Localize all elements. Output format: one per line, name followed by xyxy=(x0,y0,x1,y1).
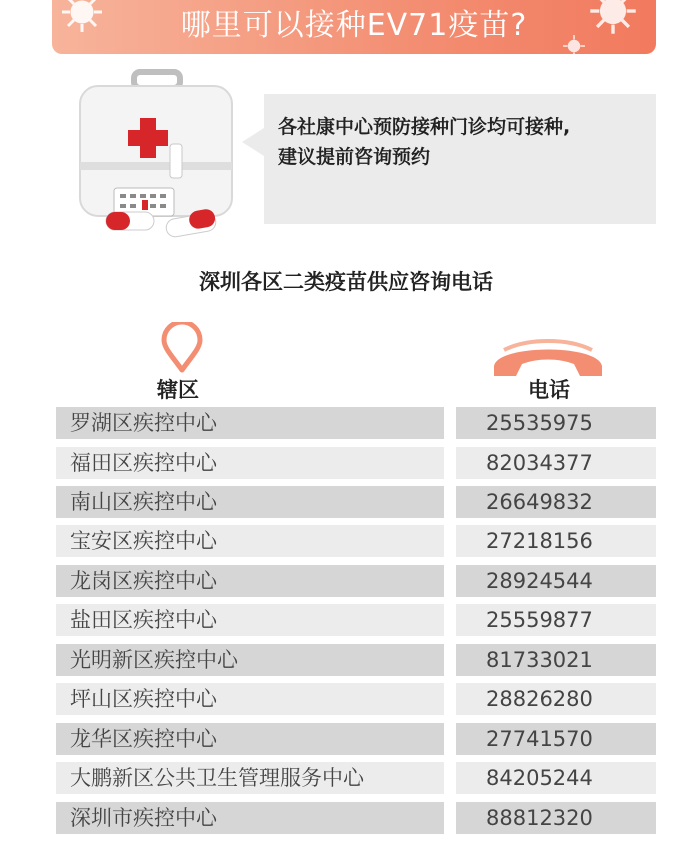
table-row xyxy=(56,486,656,518)
district-cell: 龙岗区疾控中心 xyxy=(56,565,444,597)
phone-cell: 26649832 xyxy=(456,486,656,518)
phone-cell: 28826280 xyxy=(456,683,656,715)
table-row xyxy=(56,407,656,439)
info-text xyxy=(278,112,646,172)
district-cell: 深圳市疾控中心 xyxy=(56,802,444,834)
table-row xyxy=(56,802,656,834)
phone-cell: 81733021 xyxy=(456,644,656,676)
column-header-phone: 电话 xyxy=(528,378,570,402)
district-cell: 福田区疾控中心 xyxy=(56,447,444,479)
phone-cell: 27741570 xyxy=(456,723,656,755)
title-banner xyxy=(52,0,656,54)
table-row xyxy=(56,723,656,755)
district-cell: 大鹏新区公共卫生管理服务中心 xyxy=(56,762,444,794)
table-row xyxy=(56,604,656,636)
district-cell: 罗湖区疾控中心 xyxy=(56,407,444,439)
page-title: 哪里可以接种EV71疫苗? xyxy=(180,8,528,43)
phone-cell: 88812320 xyxy=(456,802,656,834)
first-aid-kit-icon xyxy=(66,66,236,246)
info-line-1: 各社康中心预防接种门诊均可接种, xyxy=(278,116,571,138)
table-row xyxy=(56,565,656,597)
district-cell: 南山区疾控中心 xyxy=(56,486,444,518)
table-row xyxy=(56,525,656,557)
phone-cell: 84205244 xyxy=(456,762,656,794)
table-row xyxy=(56,447,656,479)
table-title: 深圳各区二类疫苗供应咨询电话 xyxy=(199,270,493,294)
column-header-district: 辖区 xyxy=(157,378,199,402)
phone-cell: 25559877 xyxy=(456,604,656,636)
phone-cell: 82034377 xyxy=(456,447,656,479)
district-cell: 宝安区疾控中心 xyxy=(56,525,444,557)
info-line-2: 建议提前咨询预约 xyxy=(278,146,431,168)
phone-cell: 25535975 xyxy=(456,407,656,439)
district-cell: 盐田区疾控中心 xyxy=(56,604,444,636)
phone-cell: 27218156 xyxy=(456,525,656,557)
district-cell: 龙华区疾控中心 xyxy=(56,723,444,755)
phone-cell: 28924544 xyxy=(456,565,656,597)
info-callout xyxy=(264,94,656,224)
table-row xyxy=(56,644,656,676)
table-row xyxy=(56,762,656,794)
district-cell: 坪山区疾控中心 xyxy=(56,683,444,715)
table-row xyxy=(56,683,656,715)
district-cell: 光明新区疾控中心 xyxy=(56,644,444,676)
location-pin-icon xyxy=(160,322,204,374)
